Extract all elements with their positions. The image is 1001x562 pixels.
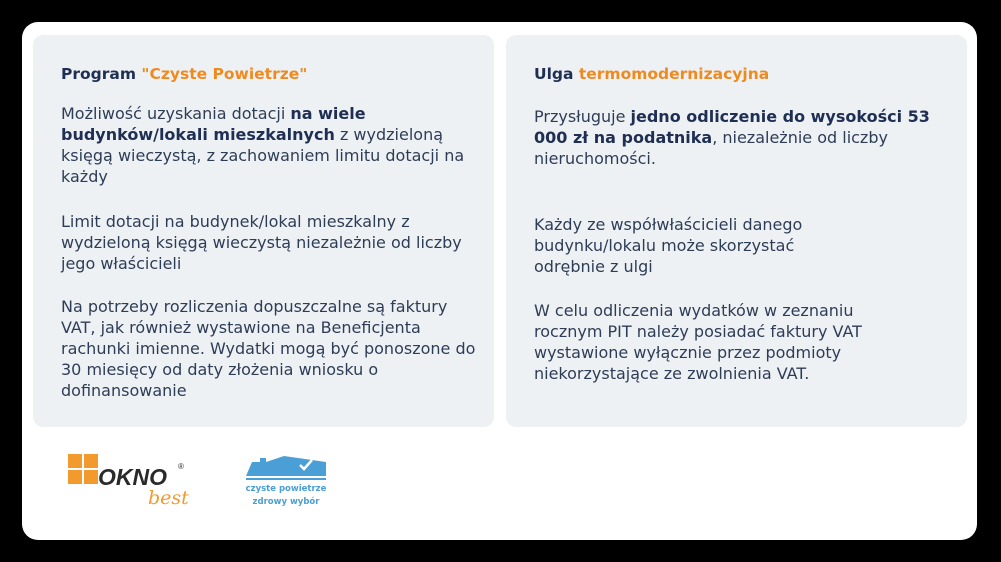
okno-best-logo xyxy=(66,452,196,512)
paragraph-2: Limit dotacji na budynek/lokal mieszkalny z wydzieloną księgą wieczystą niezależnie od liczby jego właścicieli xyxy=(61,212,462,273)
czyste-powietrze-logo xyxy=(242,454,330,510)
logo-registered-mark: ® xyxy=(178,462,184,471)
bold-text: jedno odliczenie do wysokości 53 000 zł na podatnika xyxy=(534,107,930,147)
title-prefix: Ulga xyxy=(534,65,579,83)
logo-square xyxy=(84,454,98,468)
logo-square xyxy=(68,470,82,484)
paragraph-3: W celu odliczenia wydatków w zeznaniu rocznym PIT należy posiadać faktury VAT wystawione wyłącznie przez podmioty niekorzystające ze zwolnienia VAT. xyxy=(534,301,862,383)
text: Przysługuje xyxy=(534,107,631,126)
logo-wordmark: OKNO xyxy=(98,464,167,490)
czyste-powietrze-card xyxy=(33,35,494,427)
logo-line-1: czyste powietrze xyxy=(245,484,327,494)
divider xyxy=(246,478,326,480)
paragraph-1 xyxy=(534,106,939,169)
title-accent: "Czyste Powietrze" xyxy=(141,65,308,83)
title-accent: termomodernizacyjna xyxy=(578,65,770,83)
logo-script: best xyxy=(148,487,189,509)
content-frame xyxy=(22,22,977,540)
card-title xyxy=(534,65,769,83)
text: , niezależnie od liczby nieruchomości. xyxy=(534,128,888,168)
text: Możliwość uzyskania dotacji xyxy=(61,104,291,123)
logo-line-2: zdrowy wybór xyxy=(252,497,320,507)
ulga-termomodernizacyjna-card xyxy=(506,35,967,427)
bold-text: na wiele budynków/lokali mieszkalnych xyxy=(61,104,366,144)
roof-shape xyxy=(246,456,326,476)
title-prefix: Program xyxy=(61,65,142,83)
text: z wydzieloną księgą wieczystą, z zachowaniem limitu dotacji na każdy xyxy=(61,125,465,186)
logo-square xyxy=(84,470,98,484)
logo-square xyxy=(68,454,82,468)
paragraph-2: Każdy ze współwłaścicieli danego budynku/lokalu może skorzystać odrębnie z ulgi xyxy=(534,215,803,276)
paragraph-1 xyxy=(61,103,481,187)
card-title xyxy=(61,65,307,83)
paragraph-3: Na potrzeby rozliczenia dopuszczalne są faktury VAT, jak również wystawione na Beneficjenta rachunki imienne. Wydatki mogą być ponoszone do 30 miesięcy od daty złożenia wniosku o dofinansowanie xyxy=(61,297,476,400)
